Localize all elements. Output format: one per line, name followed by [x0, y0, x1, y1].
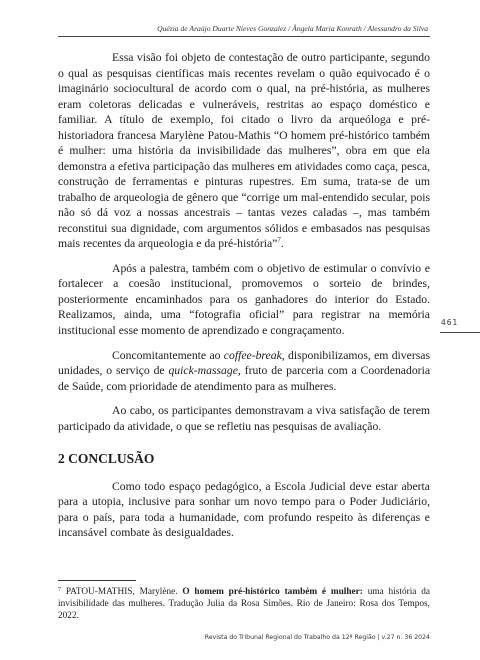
running-header: Quézia de Araújo Duarte Nieves Gonzalez / Ângela Maria Konrath / Alessandro da Silva — [157, 24, 428, 33]
section-heading-conclusao: 2 CONCLUSÃO — [58, 451, 155, 467]
paragraph-3-text-b: , disponibilizamos, em diversas unidades, o serviço de — [58, 348, 431, 378]
page-number-rule — [440, 332, 480, 333]
paragraph-3 — [58, 348, 430, 395]
conclusion-paragraph: Como todo espaço pedagógico, a Escola Judicial deve estar aberta para a utopia, inclusive para sonhar um novo tempo para o Poder Judiciário, para o país, para toda a humanidade, com profundo respeito às diferenças e incansável combate às desigualdades. — [58, 479, 430, 540]
paragraph-1-text: Essa visão foi objeto de contestação de outro participante, segundo o qual as pesquisas científicas mais recentes revelam o quão equivocado é o imaginário sociocultural de acordo com o qual, na pré-história, as mulheres eram coletoras delicadas e vulneráveis, restritas ao espaço doméstico e familiar. A título de exemplo, foi citado o livro da arqueóloga e pré-historiadora francesa Marylène Patou-Mathis “O homem pré-histórico também é mulher: uma história da invisibilidade das mulheres”, obra em que ela demonstra a efetiva participação das mulheres em atividades como caça, pesca, construção de ferramentas e pinturas rupestres. Em suma, trata-se de um trabalho de arqueologia de gênero que “corrige um mal-entendido secular, pois não só dá voz a nossas ancestrais – tantas vezes caladas –, mas também reconstitui sua dignidade, com argumentos sólidos e embasados nas pesquisas mais recentes da arqueologia e da pré-história” — [58, 51, 430, 250]
footnote-7 — [58, 587, 430, 622]
footnote-rule — [58, 580, 136, 581]
body-text — [58, 50, 430, 550]
header-rule — [58, 36, 430, 37]
footnote-number: 7 — [58, 587, 61, 593]
paragraph-1 — [58, 50, 430, 252]
paragraph-3-text-c: , fruto de parceria com a Coordenadoria de Saúde, com prioridade de atendimento para as mulheres. — [58, 364, 431, 393]
paragraph-3-text-a: Concomitantemente ao — [112, 348, 224, 362]
paragraph-4: Ao cabo, os participantes demonstravam a viva satisfação de terem participado da atividade, o que se refletiu nas pesquisas de avaliação. — [58, 404, 430, 433]
page-number: 461 — [441, 318, 459, 327]
footnote-rest: uma história da invisibilidade das mulheres. Tradução Julia da Rosa Simões. Rio de Janeiro: Rosa dos Tempos, 2022. — [58, 587, 430, 621]
footnote-title: O homem pré-histórico também é mulher: — [182, 587, 363, 597]
journal-footer: Revista do Tribunal Regional do Trabalho da 12ª Região | v.27 n. 36 2024 — [204, 634, 430, 641]
paragraph-2: Após a palestra, também com o objetivo de estimular o convívio e fortalecer a coesão institucional, promovemos o sorteio de brindes, posteriormente encaminhados para os ganhadores do interior do Estado. Realizamos, ainda, uma “fotografia oficial” para registrar na memória institucional esse momento de aprendizado e congraçamento. — [58, 261, 430, 337]
paragraph-1-end: . — [280, 237, 284, 250]
footnote-author: PATOU-MATHIS, Marylène. — [61, 587, 183, 597]
footnote-reference[interactable]: 7 — [277, 236, 281, 244]
quick-massage-term: quick-massage — [168, 364, 238, 378]
coffee-break-term: coffee-break — [223, 348, 282, 362]
